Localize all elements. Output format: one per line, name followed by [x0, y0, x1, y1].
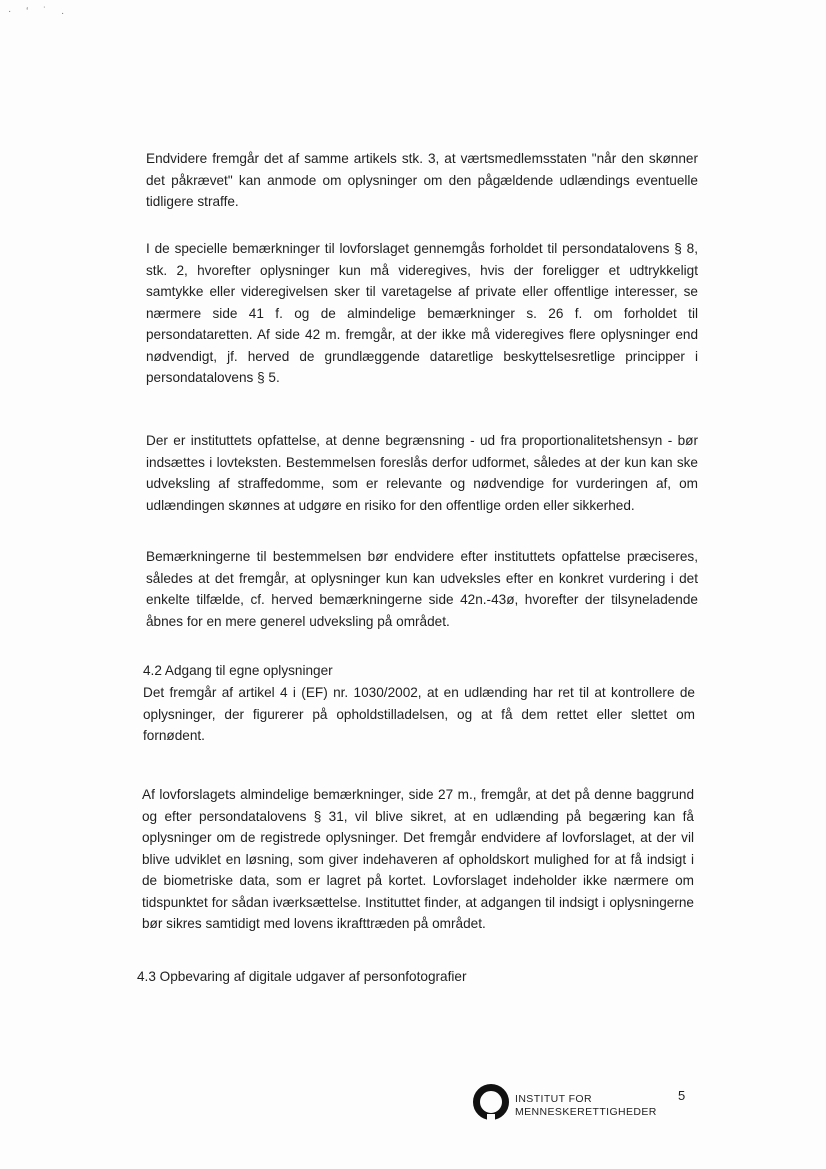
scan-specks: · ‘ ˙ .: [8, 6, 70, 17]
paragraph-2: I de specielle bemærkninger til lovforslaget gennemgås forholdet til persondatalovens § 8, stk. 2, hvorefter oplysninger kun må videregives, hvis der foreligger et udtrykkeligt samtykke eller videregivelsen sker til varetagelse af private eller offentlige interesser, se nærmere side 41 f. og de almindelige bemærkninger s. 26 f. om forholdet til persondataretten. Af side 42 m. fremgår, at der ikke må videregives flere oplysninger end nødvendigt, jf. herved de grundlæggende dataretlige beskyttelsesretlige principper i persondatalovens § 5.: [146, 241, 698, 385]
institute-name-line-1: INSTITUT FOR: [515, 1093, 592, 1105]
paragraph-1: Endvidere fremgår det af samme artikels stk. 3, at værtsmedlemsstaten "når den skønner det påkrævet" kan anmode om oplysninger om den pågældende udlændings eventuelle tidligere straffe.: [146, 151, 698, 209]
paragraph-5: Det fremgår af artikel 4 i (EF) nr. 1030/2002, at en udlænding har ret til at kontrollere de oplysninger, der figurerer på opholdstilladelsen, og at få dem rettet eller slettet om fornødent.: [143, 685, 695, 743]
paragraph-3: Der er instituttets opfattelse, at denne begrænsning - ud fra proportionalitetshensyn - bør indsættes i lovteksten. Bestemmelsen foreslås derfor udformet, således at der kun kan ske udveksling af straffedomme, som er relevante og nødvendige for vurderingen af, om udlændingen skønnes at udgøre en risiko for den offentlige orden eller sikkerhed.: [146, 433, 698, 513]
paragraph-4: Bemærkningerne til bestemmelsen bør endvidere efter instituttets opfattelse præciseres, således at det fremgår, at oplysninger kun kan udveksles efter en konkret vurdering i det enkelte tilfælde, cf. herved bemærkningerne side 42n.-43ø, hvorefter der tilsyneladende åbnes for en mere generel udveksling på området.: [146, 549, 698, 629]
institute-name: [515, 1093, 657, 1119]
section-heading-4-2: 4.2 Adgang til egne oplysninger: [143, 663, 333, 678]
page-number: 5: [678, 1088, 686, 1103]
institute-name-line-2: MENNESKERETTIGHEDER: [515, 1106, 657, 1118]
institute-logo-icon: [472, 1083, 510, 1121]
section-heading-4-3: 4.3 Opbevaring af digitale udgaver af personfotografier: [137, 969, 467, 984]
paragraph-6: Af lovforslagets almindelige bemærkninger, side 27 m., fremgår, at det på denne baggrund og efter persondatalovens § 31, vil blive sikret, at en udlænding på begæring kan få oplysninger om de registrede oplysninger. Det fremgår endvidere af lovforslaget, at der vil blive udviklet en løsning, som giver indehaveren af opholdskort mulighed for at få indsigt i de biometriske data, som er lagret på kortet. Lovforslaget indeholder ikke nærmere om tidspunktet for sådan iværksættelse. Instituttet finder, at adgangen til indsigt i oplysningerne bør sikres samtidigt med lovens ikrafttræden på området.: [142, 787, 694, 931]
